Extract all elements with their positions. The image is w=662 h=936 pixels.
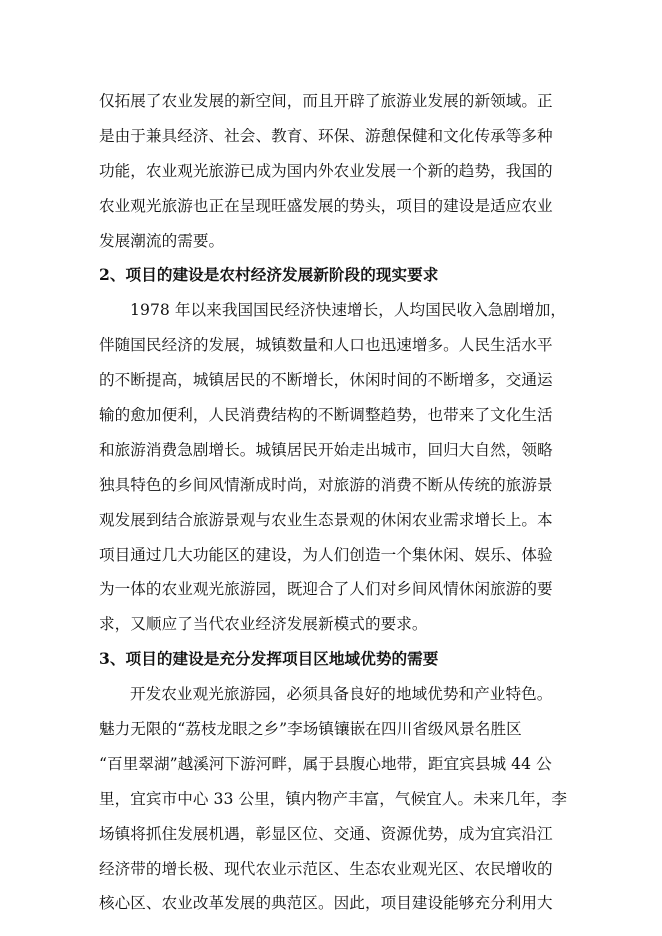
text-line: 输的愈加便利，人民消费结构的不断调整趋势，也带来了文化生活: [99, 406, 553, 425]
text-line: 魅力无限的“荔枝龙眼之乡”李场镇镶嵌在四川省级风景名胜区: [99, 720, 522, 739]
section-heading: 3、项目的建设是充分发挥项目区地域优势的需要: [99, 649, 439, 669]
text-line: 核心区、农业改革发展的典范区。因此，项目建设能够充分利用大: [99, 894, 553, 913]
text-line: 发展潮流的需要。: [99, 231, 225, 250]
text-line: 场镇将抓住发展机遇，彰显区位、交通、资源优势，成为宜宾沿江: [99, 824, 553, 843]
text-line: 的不断提高，城镇居民的不断增长，休闲时间的不断增多，交通运: [99, 371, 553, 390]
text-line: 是由于兼具经济、社会、教育、环保、游憩保健和文化传承等多种: [99, 126, 553, 145]
text-line: 仅拓展了农业发展的新空间，而且开辟了旅游业发展的新领域。正: [99, 92, 553, 110]
text-line: 伴随国民经济的发展，城镇数量和人口也迅速增多。人民生活水平: [99, 336, 553, 355]
text-line: 里，宜宾市中心 33 公里，镇内物产丰富，气候宜人。未来几年，李: [99, 789, 567, 808]
text-line: 功能，农业观光旅游已成为国内外农业发展一个新的趋势，我国的: [99, 161, 553, 180]
text-line: 观发展到结合旅游景观与农业生态景观的休闲农业需求增长上。本: [99, 510, 553, 529]
section-heading: 2、项目的建设是农村经济发展新阶段的现实要求: [99, 265, 439, 285]
text-line: “百里翠湖”越溪河下游河畔，属于县腹心地带，距宜宾县城 44 公: [99, 754, 552, 773]
text-line: 开发农业观光旅游园，必须具备良好的地域优势和产业特色。: [130, 685, 553, 704]
text-line: 为一体的农业观光旅游园，既迎合了人们对乡间风情休闲旅游的要: [99, 580, 553, 599]
text-line: 项目通过几大功能区的建设，为人们创造一个集休闲、娱乐、体验: [99, 545, 553, 564]
text-line: 农业观光旅游也正在呈现旺盛发展的势头，项目的建设是适应农业: [99, 196, 553, 215]
text-line: 求，又顺应了当代农业经济发展新模式的要求。: [99, 615, 428, 634]
text-line: 经济带的增长极、现代农业示范区、生态农业观光区、农民增收的: [99, 859, 553, 878]
document-page: [99, 84, 567, 921]
text-line: 独具特色的乡间风情渐成时尚，对旅游的消费不断从传统的旅游景: [99, 475, 553, 494]
text-line: 和旅游消费急剧增长。城镇居民开始走出城市，回归大自然，领略: [99, 440, 553, 459]
text-line: 1978 年以来我国国民经济快速增长，人均国民收入急剧增加，: [130, 301, 566, 320]
